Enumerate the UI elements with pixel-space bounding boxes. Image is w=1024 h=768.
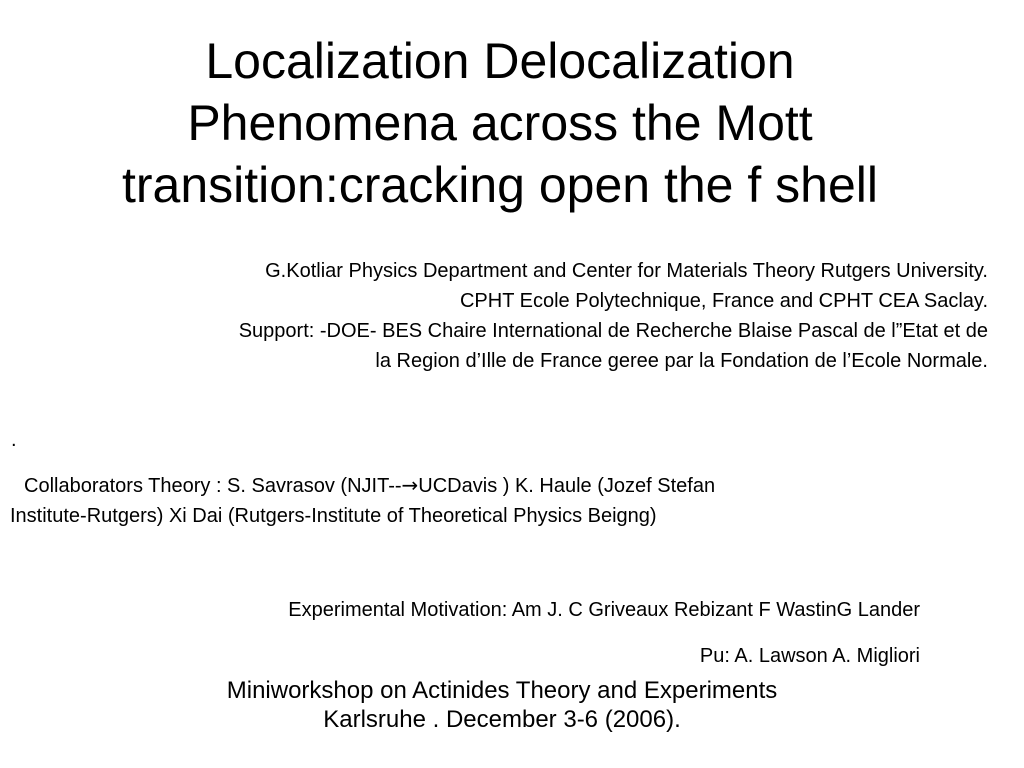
collaborators-line-1 — [10, 470, 930, 501]
experimental-block — [60, 596, 920, 670]
arrow-right-icon: → — [401, 473, 419, 497]
collaborators-line-1-prefix: Collaborators Theory : S. Savrasov (NJIT-- — [24, 475, 402, 497]
separator-dot: . — [11, 429, 17, 451]
experimental-line-1: Experimental Motivation: Am J. C Griveaux Rebizant F WastinG Lander — [288, 599, 920, 621]
experimental-line-2: Pu: A. Lawson A. Migliori — [699, 645, 920, 667]
affiliations-block — [10, 256, 988, 376]
slide-title — [40, 30, 960, 216]
affiliation-line-2: CPHT Ecole Polytechnique, France and CPHT CEA Saclay. — [459, 290, 988, 312]
affiliation-line-1: G.Kotliar Physics Department and Center for Materials Theory Rutgers University. — [265, 260, 988, 282]
workshop-line-2: Karlsruhe . December 3-6 (2006). — [323, 706, 681, 733]
affiliation-line-4: la Region d’Ille de France geree par la Fondation de l’Ecole Normale. — [375, 350, 988, 372]
workshop-line-1: Miniworkshop on Actinides Theory and Experiments — [226, 677, 778, 704]
workshop-block — [100, 676, 904, 734]
collaborators-line-1-suffix: UCDavis ) K. Haule (Jozef Stefan — [418, 475, 716, 497]
collaborators-line-2: Institute-Rutgers) Xi Dai (Rutgers-Institute of Theoretical Physics Beigng) — [10, 505, 657, 527]
title-line-2: Phenomena across the Mott — [187, 95, 813, 151]
affiliation-line-3: Support: -DOE- BES Chaire International de Recherche Blaise Pascal de l”Etat et de — [238, 320, 988, 342]
title-line-1: Localization Delocalization — [205, 33, 795, 89]
collaborators-block — [10, 470, 930, 531]
title-line-3: transition:cracking open the f shell — [122, 157, 878, 213]
